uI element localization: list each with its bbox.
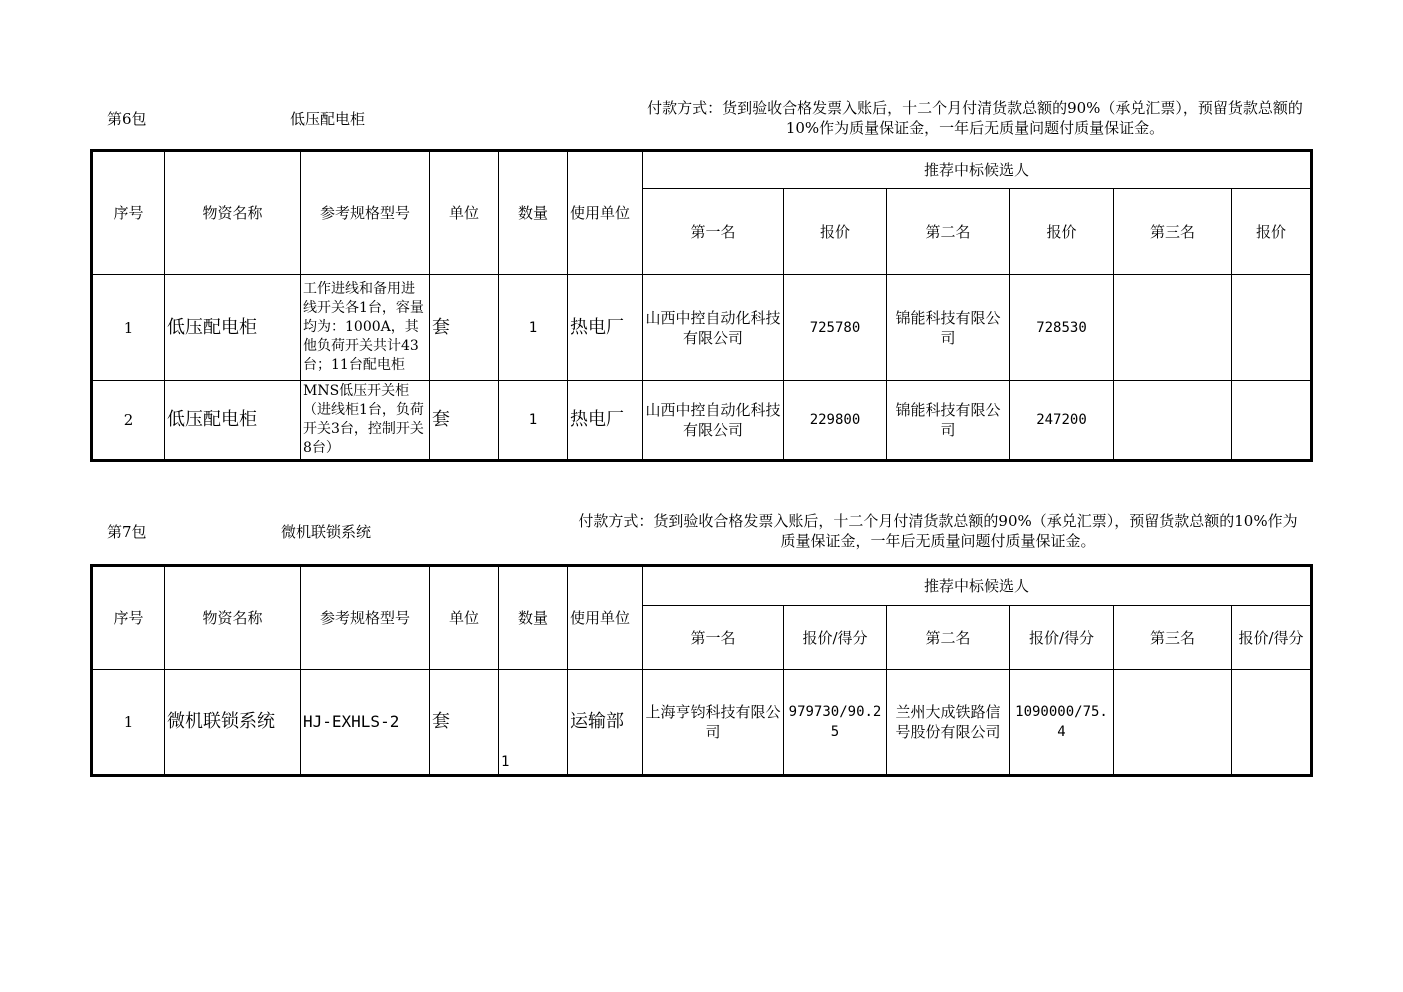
- header-row: [92, 566, 1312, 606]
- cell-price1: 229800: [784, 381, 887, 461]
- cell-price3: [1232, 381, 1312, 461]
- header-first: 第一名: [643, 189, 784, 275]
- cell-seq: 1: [92, 275, 165, 381]
- cell-second: 锦能科技有限公司: [887, 381, 1010, 461]
- cell-user: 热电厂: [568, 275, 643, 381]
- cell-third: [1114, 381, 1232, 461]
- header-price2: 报价/得分: [1010, 606, 1114, 670]
- cell-price1: 979730/90.25: [784, 670, 887, 776]
- cell-seq: 1: [92, 670, 165, 776]
- header-second: 第二名: [887, 606, 1010, 670]
- header-price1: 报价: [784, 189, 887, 275]
- header-seq: 序号: [92, 151, 165, 275]
- table-row: [92, 275, 1312, 381]
- cell-first: 山西中控自动化科技有限公司: [643, 275, 784, 381]
- cell-qty: 1: [499, 670, 568, 776]
- header-second: 第二名: [887, 189, 1010, 275]
- cell-spec: MNS低压开关柜（进线柜1台，负荷开关3台，控制开关8台）: [301, 381, 430, 461]
- header-user: 使用单位: [568, 151, 643, 275]
- cell-second: 兰州大成铁路信号股份有限公司: [887, 670, 1010, 776]
- header-unit: 单位: [430, 566, 499, 670]
- cell-unit: 套: [430, 381, 499, 461]
- header-spec: 参考规格型号: [301, 151, 430, 275]
- header-spec: 参考规格型号: [301, 566, 430, 670]
- header-price3: 报价/得分: [1232, 606, 1312, 670]
- header-name: 物资名称: [165, 566, 301, 670]
- cell-qty: 1: [499, 275, 568, 381]
- header-name: 物资名称: [165, 151, 301, 275]
- header-third: 第三名: [1114, 606, 1232, 670]
- cell-unit: 套: [430, 275, 499, 381]
- package-7-label: 第7包: [107, 523, 147, 541]
- header-third: 第三名: [1114, 189, 1232, 275]
- cell-price2: 1090000/75.4: [1010, 670, 1114, 776]
- package-6-label: 第6包: [107, 110, 147, 128]
- cell-first: 上海亨钧科技有限公司: [643, 670, 784, 776]
- cell-name: 低压配电柜: [165, 275, 301, 381]
- package-7-payment-terms: 付款方式：货到验收合格发票入账后，十二个月付清货款总额的90%（承兑汇票），预留货款总额的10%作为质量保证金，一年后无质量问题付质量保证金。: [578, 512, 1298, 550]
- cell-price3: [1232, 275, 1312, 381]
- cell-third: [1114, 670, 1232, 776]
- header-price2: 报价: [1010, 189, 1114, 275]
- package-6-payment-terms: 付款方式：货到验收合格发票入账后，十二个月付清货款总额的90%（承兑汇票），预留货款总额的10%作为质量保证金，一年后无质量问题付质量保证金。: [647, 99, 1303, 137]
- table-row: [92, 381, 1312, 461]
- header-row: [92, 151, 1312, 189]
- package-6-table: [90, 149, 1313, 462]
- header-qty: 数量: [499, 151, 568, 275]
- header-seq: 序号: [92, 566, 165, 670]
- cell-seq: 2: [92, 381, 165, 461]
- header-first: 第一名: [643, 606, 784, 670]
- table-row: [92, 670, 1312, 776]
- package-7-table: [90, 564, 1313, 777]
- cell-spec: 工作进线和备用进线开关各1台，容量均为：1000A，其他负荷开关共计43台；11台配电柜: [301, 275, 430, 381]
- header-candidates: 推荐中标候选人: [643, 151, 1312, 189]
- header-candidates: 推荐中标候选人: [643, 566, 1312, 606]
- cell-price3: [1232, 670, 1312, 776]
- cell-spec: HJ-EXHLS-2: [301, 670, 430, 776]
- cell-unit: 套: [430, 670, 499, 776]
- header-price1: 报价/得分: [784, 606, 887, 670]
- cell-name: 低压配电柜: [165, 381, 301, 461]
- package-7-title: 微机联锁系统: [281, 523, 372, 541]
- cell-name: 微机联锁系统: [165, 670, 301, 776]
- cell-qty: 1: [499, 381, 568, 461]
- cell-price1: 725780: [784, 275, 887, 381]
- header-price3: 报价: [1232, 189, 1312, 275]
- header-qty: 数量: [499, 566, 568, 670]
- cell-user: 运输部: [568, 670, 643, 776]
- cell-user: 热电厂: [568, 381, 643, 461]
- header-user: 使用单位: [568, 566, 643, 670]
- cell-second: 锦能科技有限公司: [887, 275, 1010, 381]
- cell-first: 山西中控自动化科技有限公司: [643, 381, 784, 461]
- cell-third: [1114, 275, 1232, 381]
- package-6-title: 低压配电柜: [290, 110, 366, 128]
- cell-price2: 247200: [1010, 381, 1114, 461]
- header-unit: 单位: [430, 151, 499, 275]
- cell-price2: 728530: [1010, 275, 1114, 381]
